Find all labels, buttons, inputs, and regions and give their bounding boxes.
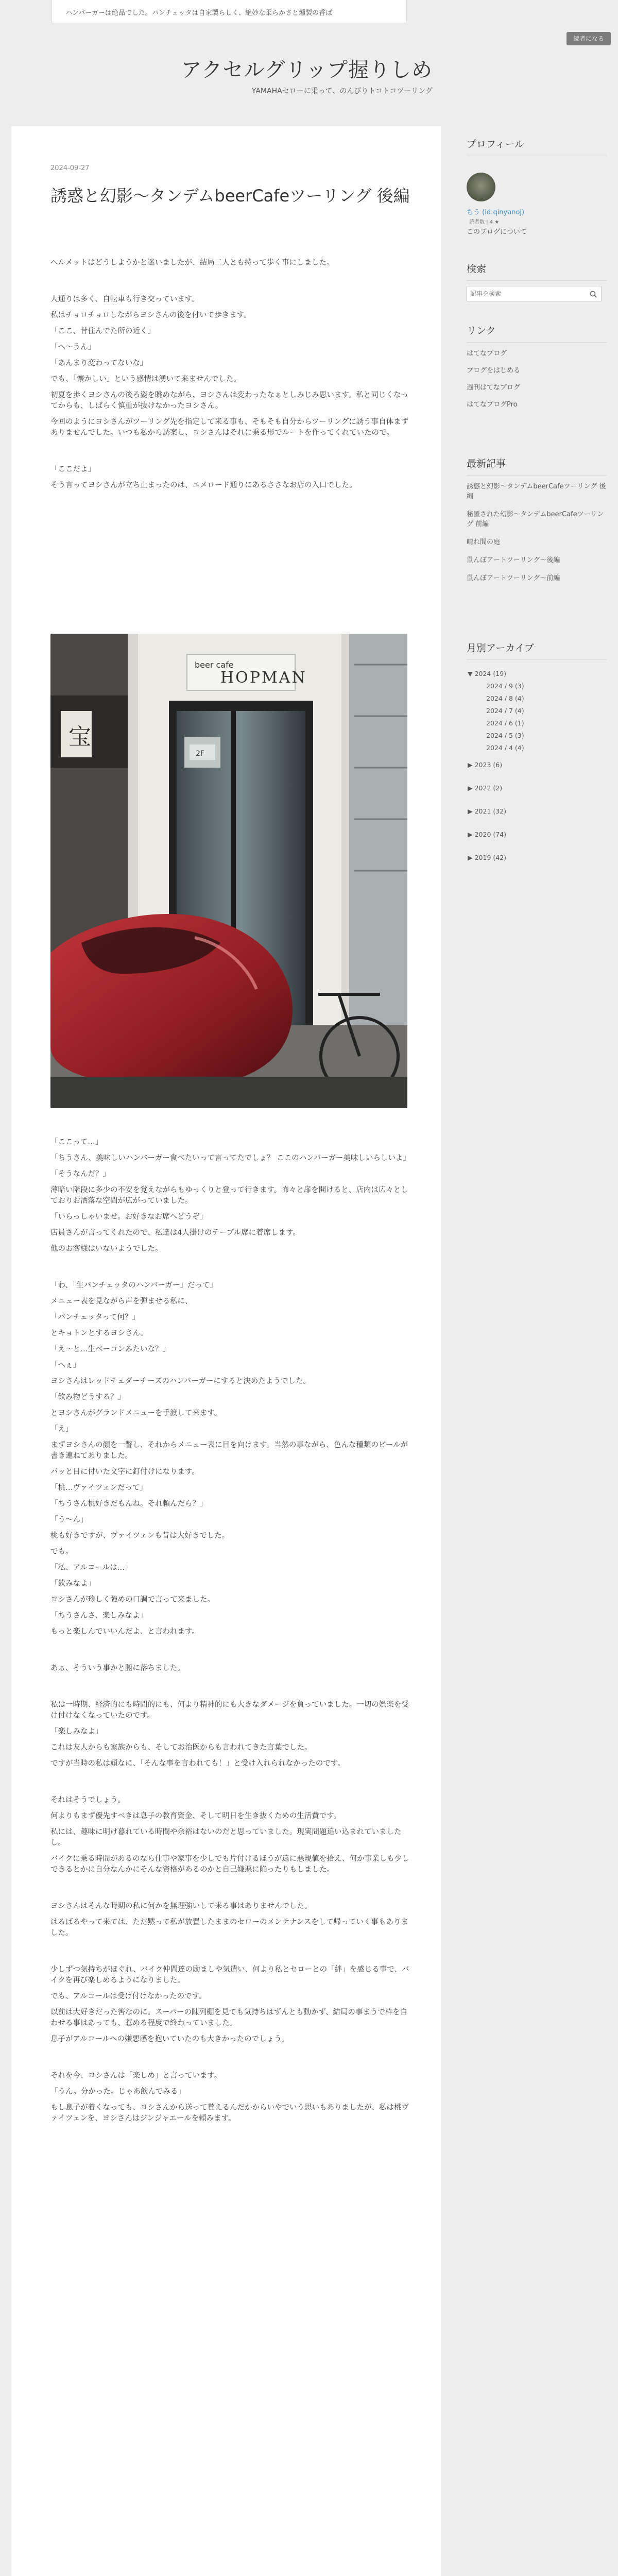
article-paragraph: 「え～と…生ベーコンみたいな？」 (50, 1345, 170, 1353)
shop-entrance-photo (50, 634, 407, 1108)
recent-posts-list (467, 482, 607, 583)
profile-heading: プロフィール (467, 137, 607, 156)
article-paragraph (50, 1653, 411, 1658)
archive-module (467, 640, 607, 874)
recent-posts-module (467, 456, 607, 591)
sidebar-link-item[interactable]: 週刊はてなブログ (467, 384, 521, 392)
recent-post-link[interactable]: 鼠んぼアートツーリング～後編 (467, 556, 560, 564)
article-paragraph: もし息子が着くなっても、ヨシさんから送って貰えるんだかからいやでいう思いもありましたが、私は桃ヴァイツェンを、ヨシさんはジンジャエールを頼みます。 (50, 2104, 409, 2123)
article-paragraph: まずヨシさんの顔を一瞥し、それからメニュー表に目を向けます。当然の事ながら、色んな種類のビールが書き連ねてありました。 (50, 1441, 408, 1460)
archive-year-toggle[interactable]: ▶ 2022 (2) (468, 784, 503, 792)
article-paragraph: 「桃…ヴァイツェンだって」 (50, 1484, 147, 1492)
article-column (11, 126, 441, 2576)
avatar[interactable] (467, 173, 495, 201)
article-paragraph (50, 2050, 411, 2055)
profile-username[interactable]: ちう (id:qinyanoj) (467, 209, 525, 216)
shop-entrance-illustration (50, 634, 407, 1108)
article-paragraph: とヨシさんがグランドメニューを手渡して来ます。 (50, 1409, 222, 1417)
article-paragraph (50, 284, 411, 289)
archive-month-link[interactable]: 2024 / 6 (1) (486, 719, 524, 727)
article-paragraph (50, 1260, 411, 1265)
article-paragraph: 私はチョロチョロしながらヨシさんの後を付いて歩きます。 (50, 311, 251, 319)
search-heading: 検索 (467, 261, 607, 281)
article-paragraph: 桃も好きですが、ヴァイツェンも昔は大好きでした。 (50, 1532, 230, 1540)
article-paragraph: とキョトンとするヨシさん。 (50, 1329, 148, 1337)
article-paragraph (50, 454, 411, 459)
archive-heading: 月別アーカイブ (467, 640, 607, 660)
sidebar-link-item[interactable]: はてなブログPro (467, 401, 518, 409)
article-paragraph: ヨシさんが珍しく強めの口調で言って来ました。 (50, 1596, 215, 1604)
about-blog-link[interactable]: このブログについて (467, 228, 527, 236)
article-paragraph: 「ちうさん桃好きだもんね。それ頼んだら？」 (50, 1500, 208, 1508)
article-paragraph: これは友人からも家族からも、そしてお治医からも言われてきた言葉でした。 (50, 1743, 312, 1752)
links-list (467, 349, 607, 410)
article-paragraph: 「飲みなよ」 (50, 1580, 95, 1588)
article-paragraph (50, 274, 411, 279)
archive-month-link[interactable]: 2024 / 9 (3) (486, 682, 524, 690)
recent-post-link[interactable]: 秘匿された幻影～タンデムbeerCafeツーリング 前編 (467, 511, 604, 528)
subscribe-button[interactable]: 読者になる (566, 32, 611, 45)
article-paragraph: 「私、アルコールは…」 (50, 1564, 132, 1572)
search-input[interactable] (467, 286, 580, 301)
article-paragraph: 人通りは多く、自転車も行き交っています。 (50, 295, 199, 303)
article-paragraph: はるばるやって来ては、ただ黙って私が放置したままのセローのメンテナンスをして帰っていく事もありました。 (50, 1918, 408, 1937)
article-paragraph: 「え」 (50, 1425, 73, 1433)
article-paragraph: 初夏を歩くヨシさんの後ろ姿を眺めながら、ヨシさんは変わったなぁとしみじみ思います。私と同じくなってからも、しばらく慎重が抜けなかったヨシさん。 (50, 391, 408, 410)
article-paragraph: 「いらっしゃいませ。お好きなお席へどうぞ」 (50, 1213, 208, 1221)
recent-post-link[interactable]: 鼠んぼアートツーリング～前編 (467, 574, 560, 582)
article-paragraph: 「パンチェッタって何？」 (50, 1313, 140, 1321)
search-module (467, 261, 607, 308)
article-paragraph: 「ここ、昔住んでた所の近く」 (50, 327, 155, 335)
article-paragraph: ヨシさんはレッドチェダーチーズのハンバーガーにすると決めたようでした。 (50, 1377, 311, 1385)
sign-small-text: beer cafe (195, 660, 234, 670)
article-paragraph: 「ここって…」 (50, 1138, 103, 1146)
article-paragraph: 今回のようにヨシさんがツーリング先を指定して来る事も、そもそも自分からツーリングに誘う事自体まずありませんでした。いつも私から誘案し、ヨシさんはそれに乗る形でルートを作ってくれていたので。 (50, 418, 409, 437)
reader-count-badge: 読者数 | 4 ★ (467, 217, 502, 226)
article-paragraph: あぁ、そういう事かと腑に落ちました。 (50, 1664, 185, 1672)
article-paragraph: バイクに乗る時間があるのなら仕事や家事を少しでも片付けるほうが遠に悪規値を拾え、何か事業しも少しできるとかに自分なんかにそんな資格があるのかと自己嫌悪に陥ったりもしました。 (50, 1855, 409, 1874)
post-date[interactable]: 2024-09-27 (50, 164, 90, 172)
blog-header (0, 52, 618, 113)
recent-post-link[interactable]: 誘惑と幻影～タンデムbeerCafeツーリング 後編 (467, 483, 606, 500)
article-paragraph: 「ちうさん、美味しいハンバーガー食べたいって言ってたでしょ？ ここのハンバーガー美味しいらしいよ」 (50, 1154, 410, 1162)
blog-title[interactable]: アクセルグリップ握りしめ (181, 58, 433, 82)
shop-floor-sign: 2F (196, 750, 204, 758)
sidebar-link-item[interactable]: はてなブログ (467, 350, 507, 358)
top-announcement: ハンバーガーは絶品でした。パンチェッタは自家製らしく、絶妙な柔らかさと燻製の香ば (52, 0, 407, 23)
links-module (467, 323, 607, 417)
article-body-part1 (50, 258, 411, 496)
article-paragraph: 以前は大好きだった筈なのに。スーパーの陳列棚を見ても気持ちはずんとも動かず、結局の事まうで枠を自わせる事はあっても、惹める程度で終わっていました。 (50, 2008, 408, 2027)
archive-month-link[interactable]: 2024 / 4 (4) (486, 744, 524, 752)
sidebar-link-item[interactable]: ブログをはじめる (467, 367, 521, 375)
article-paragraph (50, 1891, 411, 1896)
article-paragraph: 何よりもまず優先すべきは息子の教育資金、そして明日を生き抜くための生活費です。 (50, 1812, 341, 1820)
article-paragraph: 「うん。分かった。じゃあ飲んでみる」 (50, 2088, 185, 2096)
article-paragraph: 「ちうさんさ、楽しみなよ」 (50, 1612, 147, 1620)
article-paragraph (50, 2060, 411, 2065)
article-paragraph: ヨシさんはそんな時期の私に何かを無理強いして来る事はありませんでした。 (50, 1902, 312, 1910)
search-icon[interactable] (590, 291, 597, 298)
article-paragraph: 「そうなんだ？」 (50, 1170, 110, 1178)
sign-big-text: HOPMAN (220, 669, 307, 687)
article-paragraph: でも、「懐かしい」という感情は湧いて来ませんでした。 (50, 375, 241, 383)
svg-text:宝: 宝 (68, 724, 91, 750)
article-paragraph: 「ここだよ」 (50, 465, 95, 473)
article-paragraph: でも、アルコールは受け付けなかったのです。 (50, 1992, 207, 2001)
article-paragraph: メニュー表を見ながら声を弾ませる私に、 (50, 1297, 193, 1306)
article-paragraph (50, 1954, 411, 1959)
article-paragraph: それはそうでしょう。 (50, 1796, 125, 1804)
article-paragraph: 「あんまり変わってないな」 (50, 359, 148, 367)
article-paragraph: ですが当時の私は頑なに、「そんな事を言われても！」と受け入れられなかったのです。 (50, 1759, 345, 1768)
article-paragraph: ヘルメットはどうしようかと迷いましたが、結局二人とも持って歩く事にしました。 (50, 259, 334, 267)
search-box (467, 286, 602, 301)
article-body-part2 (50, 1137, 411, 2129)
article-paragraph: 薄暗い階段に多少の不安を覚えながらもゆっくりと登って行きます。怖々と扉を開けると、店内は広々としておりお洒落な空間が広がっていました。 (50, 1186, 408, 1205)
article-paragraph (50, 1642, 411, 1648)
blog-description: YAMAHAセローに乗って、のんびりトコトコツーリング (251, 87, 433, 95)
profile-module (467, 137, 607, 240)
article-paragraph: もっと楽しんでいいんだよ、と言われます。 (50, 1628, 199, 1636)
article-paragraph: 「楽しみなよ」 (50, 1727, 103, 1736)
article-paragraph: でも。 (50, 1548, 73, 1556)
archive-year-toggle[interactable]: ▶ 2023 (6) (468, 761, 503, 769)
article-paragraph: そう言ってヨシさんが立ち止まったのは、エメロード通りにあるささなお店の入口でした。 (50, 481, 357, 489)
archive-month-link[interactable]: 2024 / 5 (3) (486, 732, 524, 739)
article-paragraph: 店員さんが言ってくれたので、私達は4人掛けのテーブル席に着席します。 (50, 1229, 300, 1237)
archive-month-link[interactable]: 2024 / 8 (4) (486, 694, 524, 702)
archive-year-toggle[interactable]: ▼ 2024 (19) (468, 670, 507, 677)
recent-heading: 最新記事 (467, 456, 607, 476)
post-title[interactable]: 誘惑と幻影～タンデムbeerCafeツーリング 後編 (50, 186, 410, 206)
archive-year-toggle[interactable]: ▶ 2021 (32) (468, 807, 507, 815)
article-paragraph (50, 1944, 411, 1949)
article-paragraph: 「う～ん」 (50, 1516, 88, 1524)
article-paragraph (50, 1270, 411, 1275)
article-paragraph (50, 1689, 411, 1694)
archive-list (467, 667, 607, 874)
links-heading: リンク (467, 323, 607, 343)
article-paragraph (50, 1679, 411, 1684)
article-paragraph: パッと目に付いた文字に釘付けになります。 (50, 1468, 199, 1476)
archive-month-link[interactable]: 2024 / 7 (4) (486, 707, 524, 715)
article-paragraph: それを今、ヨシさんは「楽しめ」と言っています。 (50, 2072, 222, 2080)
archive-year-toggle[interactable]: ▶ 2019 (42) (468, 854, 507, 861)
article-paragraph: 「へ～うん」 (50, 343, 95, 351)
archive-year-toggle[interactable]: ▶ 2020 (74) (468, 831, 507, 838)
article-paragraph: 私には、趣味に明け暮れている時間や余裕はないのだと思っていました。現実問題追い込まれていましたし。 (50, 1828, 402, 1847)
recent-post-link[interactable]: 晴れ間の庭 (467, 538, 501, 546)
article-paragraph: 「わ、「生パンチェッタのハンバーガー」だって」 (50, 1281, 217, 1290)
article-paragraph (50, 1785, 411, 1790)
article-paragraph (50, 1880, 411, 1886)
article-paragraph: 「へぇ」 (50, 1361, 80, 1369)
article-paragraph: 「飲み物どうする？」 (50, 1393, 125, 1401)
article-paragraph: 他のお客様はいないようでした。 (50, 1245, 163, 1253)
article-paragraph: 私は一時期、経済的にも時間的にも、何より精神的にも大きなダメージを負っていました。一切の娯楽を受け付けなくなっていたのです。 (50, 1701, 409, 1720)
article-paragraph (50, 444, 411, 449)
article-paragraph: 息子がアルコールへの嫌悪感を抱いていたのも大きかったのでしょう。 (50, 2035, 289, 2043)
article-paragraph (50, 1774, 411, 1780)
article-paragraph: 少しずつ気持ちがほぐれ、バイク仲間達の励ましや気遣い、何より私とセローとの「絆」を感じる事で、バイクを再び楽しめるようになりました。 (50, 1965, 409, 1985)
